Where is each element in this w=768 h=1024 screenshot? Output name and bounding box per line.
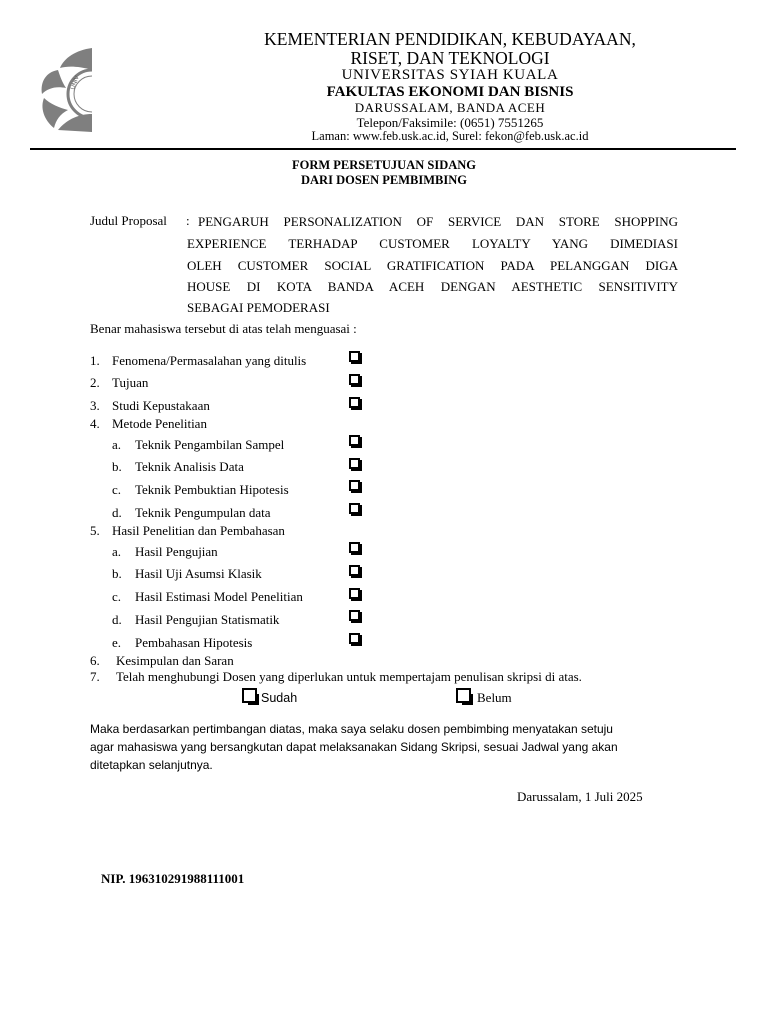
- list-item-label: Studi Kepustakaan: [112, 398, 210, 413]
- list-letter: b.: [112, 566, 122, 581]
- supervisor-nip: NIP. 196310291988111001: [101, 871, 245, 886]
- list-item-label: Hasil Estimasi Model Penelitian: [135, 589, 303, 604]
- place-date: Darussalam, 1 Juli 2025: [517, 789, 643, 804]
- list-number: 5.: [90, 523, 100, 538]
- list-item-label: Fenomena/Permasalahan yang ditulis: [112, 353, 307, 368]
- checkbox[interactable]: [349, 542, 360, 553]
- list-letter: c.: [112, 482, 122, 497]
- list-item-label: Hasil Penelitian dan Pembahasan: [112, 523, 285, 538]
- list-item-label: Hasil Pengujian Statismatik: [135, 612, 280, 627]
- list-letter: a.: [112, 437, 122, 452]
- list-item-label: Hasil Uji Asumsi Klasik: [135, 566, 262, 581]
- checkbox[interactable]: [349, 458, 360, 469]
- list-item-label: Pembahasan Hipotesis: [135, 635, 253, 650]
- checkbox[interactable]: [349, 633, 360, 644]
- university-name: UNIVERSITAS SYIAH KUALA: [341, 67, 559, 83]
- checkbox[interactable]: [349, 480, 360, 491]
- list-number: 4.: [90, 416, 100, 431]
- checkbox[interactable]: [349, 435, 360, 446]
- faculty-website-email: Laman: www.feb.usk.ac.id, Surel: fekon@feb.usk.ac.id: [311, 129, 589, 143]
- checkbox[interactable]: [349, 588, 360, 599]
- proposal-title-line: HOUSE DI KOTA BANDA ACEH DENGAN AESTHETIC SENSITIVITY: [187, 279, 678, 294]
- list-item-label: Teknik Pengambilan Sampel: [135, 437, 285, 452]
- conclusion-line: Maka berdasarkan pertimbangan diatas, maka saya selaku dosen pembimbing menyatakan setuju: [90, 722, 613, 736]
- list-number: 3.: [90, 398, 100, 413]
- conclusion-line: ditetapkan selanjutnya.: [90, 758, 213, 772]
- faculty-address: DARUSSALAM, BANDA ACEH: [354, 100, 546, 115]
- proposal-title-line: PENGARUH PERSONALIZATION OF SERVICE DAN STORE SHOPPING: [198, 214, 678, 229]
- proposal-title-line: EXPERIENCE TERHADAP CUSTOMER LOYALTY YANG DIMEDIASI: [187, 236, 678, 251]
- university-seal-icon: [38, 44, 92, 132]
- list-item-label: Kesimpulan dan Saran: [116, 653, 234, 668]
- list-letter: b.: [112, 459, 122, 474]
- proposal-title-line: OLEH CUSTOMER SOCIAL GRATIFICATION PADA PELANGGAN DIGA: [187, 258, 678, 273]
- svg-text:UNIV: UNIV: [70, 75, 81, 91]
- form-title-line2: DARI DOSEN PEMBIMBING: [301, 173, 467, 187]
- proposal-title-line: SEBAGAI PEMODERASI: [187, 300, 330, 315]
- checkbox[interactable]: [349, 565, 360, 576]
- list-item-label: Teknik Analisis Data: [135, 459, 244, 474]
- checkbox[interactable]: [349, 503, 360, 514]
- list-item-label: Tujuan: [112, 375, 149, 390]
- ministry-name-line2: RISET, DAN TEKNOLOGI: [350, 48, 550, 68]
- list-letter: a.: [112, 544, 122, 559]
- list-letter: e.: [112, 635, 122, 650]
- list-letter: d.: [112, 612, 122, 627]
- list-number: 6.: [90, 653, 100, 668]
- list-item-label: Teknik Pembuktian Hipotesis: [135, 482, 289, 497]
- conclusion-line: agar mahasiswa yang bersangkutan dapat melaksanakan Sidang Skripsi, sesuai Jadwal yang akan: [90, 740, 618, 754]
- checkbox[interactable]: [349, 610, 360, 621]
- list-item-label: Teknik Pengumpulan data: [135, 505, 271, 520]
- ministry-name-line1: KEMENTERIAN PENDIDIKAN, KEBUDAYAAN,: [264, 29, 636, 49]
- list-letter: c.: [112, 589, 122, 604]
- list-item-label: Metode Penelitian: [112, 416, 207, 431]
- proposal-colon: :: [186, 213, 190, 228]
- intro-text: Benar mahasiswa tersebut di atas telah menguasai :: [90, 321, 357, 336]
- checkbox[interactable]: [349, 374, 360, 385]
- list-number: 7.: [90, 669, 100, 684]
- proposal-label: Judul Proposal: [90, 213, 167, 228]
- checkbox[interactable]: [349, 397, 360, 408]
- belum-checkbox[interactable]: [456, 688, 471, 703]
- sudah-label: Sudah: [261, 691, 298, 705]
- form-title-line1: FORM PERSETUJUAN SIDANG: [291, 158, 477, 172]
- list-letter: d.: [112, 505, 122, 520]
- sudah-checkbox[interactable]: [242, 688, 257, 703]
- belum-label: Belum: [477, 690, 512, 705]
- list-number: 1.: [90, 353, 100, 368]
- list-number: 2.: [90, 375, 100, 390]
- list-item-label: Telah menghubungi Dosen yang diperlukan untuk mempertajam penulisan skripsi di atas.: [116, 669, 582, 684]
- faculty-phone: Telepon/Faksimile: (0651) 7551265: [356, 115, 544, 130]
- faculty-name: FAKULTAS EKONOMI DAN BISNIS: [326, 84, 574, 100]
- header-divider: [30, 148, 736, 150]
- list-item-label: Hasil Pengujian: [135, 544, 218, 559]
- checkbox[interactable]: [349, 351, 360, 362]
